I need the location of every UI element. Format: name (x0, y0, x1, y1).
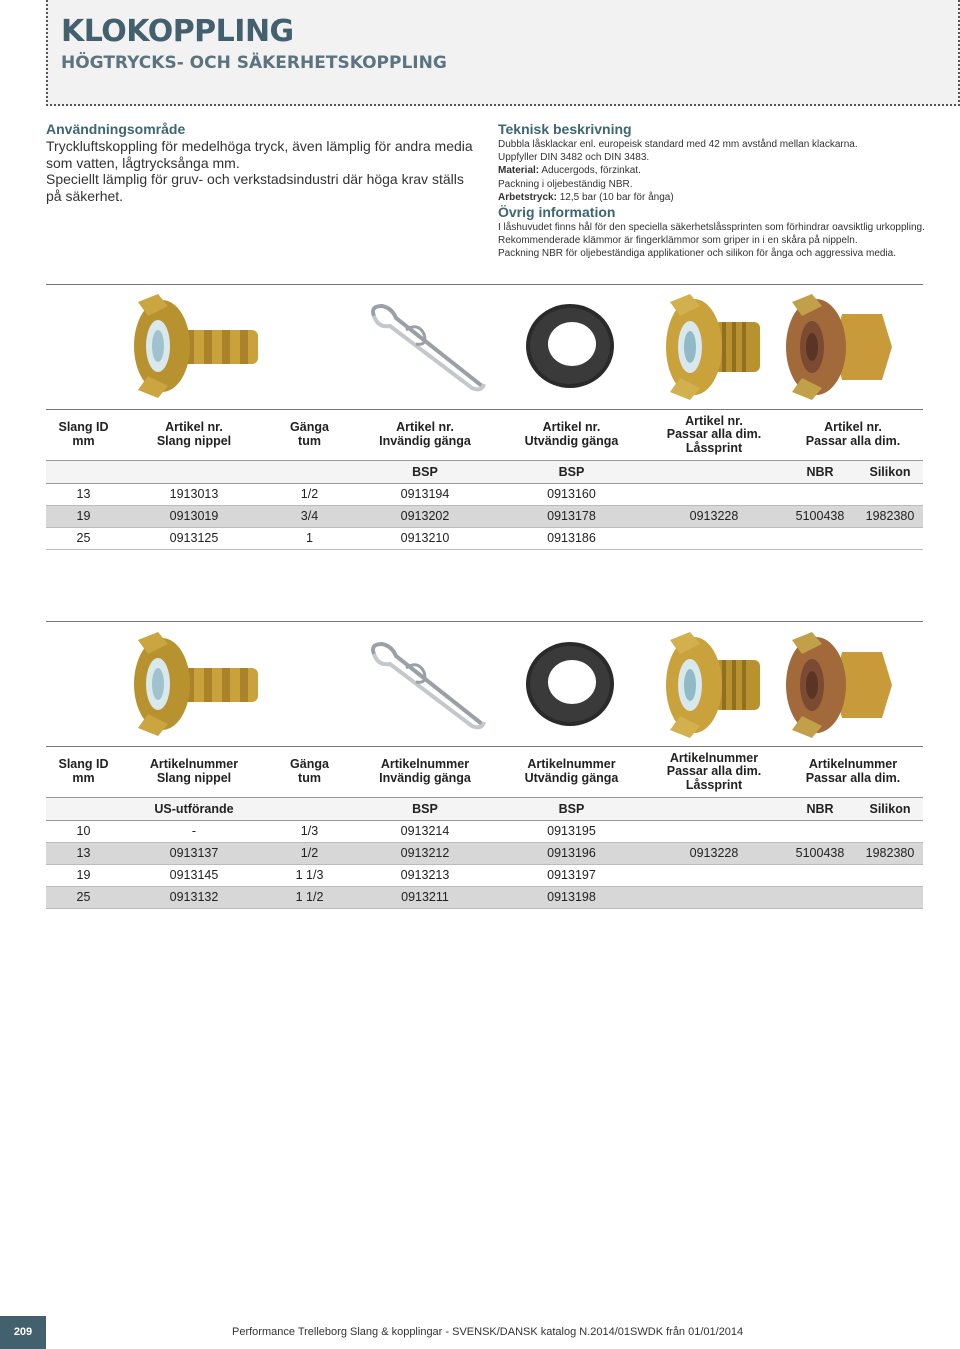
material-label: Material: (498, 165, 540, 177)
table-unit-row (46, 797, 923, 820)
table-row (46, 864, 923, 886)
table-cell: 0913196 (498, 842, 645, 864)
table-cell: 25 (46, 886, 121, 908)
table-cell (645, 886, 783, 908)
header-cell (783, 747, 923, 797)
header-line: tum (298, 433, 321, 448)
table-cell: 0913197 (498, 864, 645, 886)
external-thread-coupling-image (782, 292, 894, 402)
unit-cell: NBR (783, 797, 857, 820)
table-row (46, 842, 923, 864)
table-cell: 1 1/2 (267, 886, 352, 908)
footer-text: Performance Trelleborg Slang & kopplingar - SVENSK/DANSK katalog N.2014/01SWDK från 01/01/2014 (232, 1326, 744, 1338)
page-title: KLOKOPPLING (61, 14, 294, 49)
header-line: Utvändig gänga (524, 770, 619, 785)
table-header-row (46, 410, 923, 460)
table-cell: 0913195 (498, 820, 645, 842)
table-cell: 0913178 (498, 505, 645, 527)
table-row (46, 483, 923, 505)
table-cell (783, 886, 857, 908)
table-cell: 0913019 (121, 505, 267, 527)
unit-cell (267, 797, 352, 820)
table-cell: 0913145 (121, 864, 267, 886)
table-cell: 5100438 (783, 842, 857, 864)
hose-nipple-coupling-image (128, 292, 260, 400)
header-line: tum (298, 770, 321, 785)
table-cell (783, 483, 857, 505)
locking-pin-image (366, 638, 488, 732)
table-row (46, 505, 923, 527)
internal-thread-coupling-image (662, 292, 764, 402)
tech-line: Packning i oljebeständig NBR. (498, 178, 633, 190)
tech-line: Dubbla låsklackar enl. europeisk standard med 42 mm avstånd mellan klackarna. (498, 139, 858, 150)
table-cell (857, 864, 923, 886)
usage-heading: Användningsområde (46, 121, 186, 137)
tech-material (498, 164, 938, 177)
table-unit-row (46, 460, 923, 483)
table-cell (783, 820, 857, 842)
header-cell (267, 747, 352, 797)
table-cell: 1982380 (857, 842, 923, 864)
gasket-image (524, 638, 616, 730)
table-cell: 5100438 (783, 505, 857, 527)
pressure-value: 12,5 bar (10 bar för ånga) (556, 191, 674, 203)
table-row (46, 527, 923, 549)
other-info-line: Rekommenderade klämmor är fingerklämmor som griper in i en skåra på nippeln. (498, 235, 858, 247)
table-cell: 19 (46, 864, 121, 886)
header-cell (645, 410, 783, 460)
external-thread-coupling-image (782, 630, 894, 740)
unit-cell (645, 460, 783, 483)
other-info-line: Packning NBR för oljebeständiga applikationer och silikon för ånga och aggressiva media. (498, 248, 897, 260)
table-cell: 0913198 (498, 886, 645, 908)
table-cell: 0913194 (352, 483, 498, 505)
header-line: Slang nippel (156, 433, 232, 448)
table-cell: 0913213 (352, 864, 498, 886)
table-cell: 1 1/3 (267, 864, 352, 886)
unit-cell: BSP (352, 797, 498, 820)
header-line: Artikel nr. (542, 420, 601, 435)
table-cell: 0913228 (645, 842, 783, 864)
usage-text (46, 138, 486, 204)
tech-pressure (498, 191, 938, 204)
unit-cell: US-utförande (121, 797, 267, 820)
technical-description (498, 121, 938, 261)
header-line: Låssprint (685, 440, 743, 455)
table-cell: 1 (267, 527, 352, 549)
table-cell: 1913013 (121, 483, 267, 505)
table-row (46, 886, 923, 908)
unit-cell (645, 797, 783, 820)
header-line: Artikelnummer (669, 750, 759, 765)
table-cell (857, 820, 923, 842)
table-cell (857, 483, 923, 505)
locking-pin-image (366, 300, 488, 394)
usage-line: Speciellt lämplig för gruv- och verkstadsindustri där höga krav ställs (46, 171, 464, 187)
header-line: Artikelnummer (380, 757, 470, 772)
header-cell (352, 747, 498, 797)
unit-cell: NBR (783, 460, 857, 483)
header-line: Gänga (290, 420, 329, 435)
material-value: Aducergods, förzinkat. (539, 165, 641, 177)
table-cell (645, 483, 783, 505)
spec-table-1 (46, 410, 923, 550)
header-line: mm (72, 770, 95, 785)
table-cell: 13 (46, 842, 121, 864)
table-row (46, 820, 923, 842)
header-cell (783, 410, 923, 460)
unit-cell: Silikon (857, 797, 923, 820)
table-cell: 1/3 (267, 820, 352, 842)
header-line: Låssprint (685, 777, 743, 792)
header-line: Slang nippel (156, 770, 232, 785)
table-cell: 0913202 (352, 505, 498, 527)
page-subtitle: HÖGTRYCKS- OCH SÄKERHETSKOPPLING (61, 53, 447, 73)
usage-line: på säkerhet. (46, 187, 124, 204)
table-cell: 10 (46, 820, 121, 842)
table-cell (645, 820, 783, 842)
tech-line: Uppfyller DIN 3482 och DIN 3483. (498, 152, 650, 164)
usage-line: som vatten, lågtrycksånga mm. (46, 154, 240, 171)
unit-cell (46, 460, 121, 483)
table-cell: 25 (46, 527, 121, 549)
header-cell (46, 410, 121, 460)
header-line: Passar alla dim. (666, 764, 762, 778)
header-cell (46, 747, 121, 797)
header-cell (121, 410, 267, 460)
unit-cell (121, 460, 267, 483)
usage-line: Tryckluftskoppling för medelhöga tryck, även lämplig för andra media (46, 138, 473, 154)
unit-cell (46, 797, 121, 820)
header-line: Utvändig gänga (524, 433, 619, 448)
table-cell: 0913160 (498, 483, 645, 505)
unit-cell: BSP (498, 460, 645, 483)
header-line: Artikel nr. (685, 413, 743, 428)
header-line: Artikel nr. (396, 420, 454, 435)
header-line: Artikel nr. (165, 420, 223, 435)
table-cell: 19 (46, 505, 121, 527)
table-cell: 0913211 (352, 886, 498, 908)
header-cell (352, 410, 498, 460)
header-cell (645, 747, 783, 797)
table-cell: 3/4 (267, 505, 352, 527)
table-header-row (46, 747, 923, 797)
header-line: Gänga (290, 757, 329, 772)
gasket-image (524, 300, 616, 392)
header-line: mm (72, 433, 95, 448)
table-cell: 0913214 (352, 820, 498, 842)
table-cell: 1/2 (267, 483, 352, 505)
header-cell (498, 747, 645, 797)
table-cell: 13 (46, 483, 121, 505)
unit-cell: Silikon (857, 460, 923, 483)
table-cell: 0913212 (352, 842, 498, 864)
header-cell (267, 410, 352, 460)
table-cell: 0913125 (121, 527, 267, 549)
header-line: Artikel nr. (824, 420, 882, 435)
table-cell: 0913137 (121, 842, 267, 864)
internal-thread-coupling-image (662, 630, 764, 740)
page-number: 209 (0, 1316, 46, 1349)
table-cell (783, 864, 857, 886)
header-line: Passar alla dim. (805, 770, 901, 785)
pressure-label: Arbetstryck: (498, 191, 557, 203)
table-cell: 0913228 (645, 505, 783, 527)
table-cell: 1982380 (857, 505, 923, 527)
table-cell (857, 527, 923, 549)
header-line: Artikelnummer (808, 757, 898, 772)
other-info-heading: Övrig information (498, 204, 616, 221)
other-info-line: I låshuvudet finns hål för den speciella säkerhetslåssprinten som förhindrar oavsiktlig urkoppling. (498, 222, 925, 234)
header-line: Passar alla dim. (666, 427, 762, 441)
table-cell: 0913210 (352, 527, 498, 549)
header-line: Artikelnummer (527, 757, 616, 772)
unit-cell: BSP (498, 797, 645, 820)
header-line: Passar alla dim. (805, 433, 901, 448)
table-cell: 0913186 (498, 527, 645, 549)
table-cell (645, 527, 783, 549)
table-cell (783, 527, 857, 549)
hose-nipple-coupling-image (128, 630, 260, 738)
spec-table-2 (46, 747, 923, 909)
table-cell (645, 864, 783, 886)
section-divider (46, 621, 923, 622)
table-cell: 1/2 (267, 842, 352, 864)
header-line: Invändig gänga (379, 770, 471, 785)
header-line: Artikelnummer (149, 757, 239, 772)
table-cell: 0913132 (121, 886, 267, 908)
header-cell (121, 747, 267, 797)
header-line: Slang ID (58, 757, 109, 772)
unit-cell: BSP (352, 460, 498, 483)
table-cell: - (121, 820, 267, 842)
table-cell (857, 886, 923, 908)
section-divider (46, 284, 923, 285)
header-line: Slang ID (58, 420, 109, 435)
tech-heading: Teknisk beskrivning (498, 121, 632, 137)
unit-cell (267, 460, 352, 483)
header-cell (498, 410, 645, 460)
header-line: Invändig gänga (379, 433, 471, 448)
